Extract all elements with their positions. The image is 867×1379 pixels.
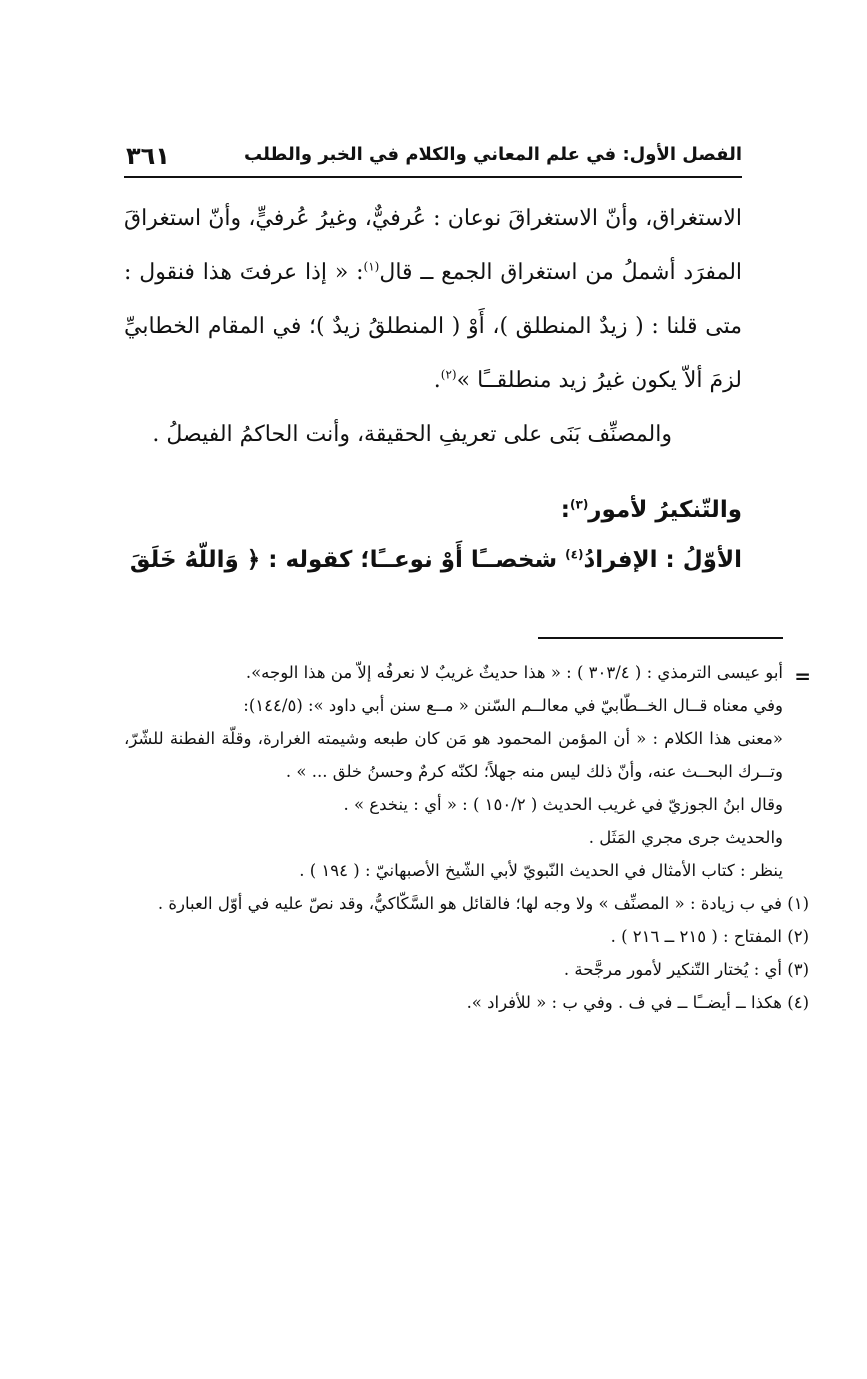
page-header: [124, 142, 742, 178]
continuation-mark: =: [794, 664, 811, 688]
footnote-continuation-3: «معنى هذا الكلام : « أن المؤمن المحمود هو مَن كان طبعه وشيمته الغرارة، وقلّة الفطنة للشّرّ، وتــرك البحــث عنه، وأنّ ذلك ليس منه جهلاً؛ لكنّه كرمٌ وحسنُ خلق ... » .: [124, 729, 783, 781]
footnote-continuation-4: وقال ابنُ الجوزيّ في غريب الحديث ( ١٥٠/٢ ) : « أي : ينخدع » .: [343, 795, 783, 814]
section-heading-text: والتّنكيرُ لأمور: [588, 497, 742, 523]
footnote-continuation-5: والحديث جرى مجري المَثَل .: [588, 828, 783, 847]
footnote-ref-3[interactable]: (٣): [570, 497, 589, 512]
subsection-heading: [124, 537, 742, 583]
footnote-continuation-1: أبو عيسى الترمذي : ( ٣٠٣/٤ ) : « هذا حديثٌ غريبٌ لا نعرفُه إلاّ من هذا الوجه».: [245, 663, 783, 682]
footnote-2: (٢) المفتاح : ( ٢١٥ ــ ٢١٦ ) .: [610, 927, 809, 946]
paragraph-1-text: الاستغراق، وأنّ الاستغراقَ نوعان : عُرفيٌّ، وغيرُ عُرفيٍّ، وأنّ استغراقَ المفرَد أشملُ من استغراق الجمع ــ قال: [124, 206, 743, 285]
chapter-title: الفصل الأول: في علم المعاني والكلام في الخبر والطلب: [244, 144, 742, 165]
heading-colon: :: [560, 497, 570, 523]
footnote-ref-2[interactable]: (٢): [440, 367, 457, 382]
footnotes: [124, 656, 809, 1019]
footnote-divider: [538, 637, 783, 639]
section-heading: [124, 487, 742, 533]
main-paragraph-1: [124, 192, 742, 408]
footnote-continuation-2: وفي معناه قــال الخــطّابيّ في معالــم السّنن « مــع سنن أبي داود »: (١٤٤/٥):: [243, 696, 783, 715]
footnote-3: (٣) أي : يُختار التّنكير لأمور مرجَّحة .: [563, 960, 809, 979]
footnote-1: (١) في ب زيادة : « المصنِّف » ولا وجه لها؛ فالقائل هو السَّكّاكيُّ، وقد نصّ عليه في أوّل العبارة .: [157, 894, 809, 913]
quotation-text: : « إذا عرفتَ هذا فنقول : متى قلنا : ( زيدٌ المنطلق )، أَوْ ( المنطلقُ زيدٌ )؛ في المقام الخطابيِّ لزمَ ألاّ يكون غيرُ زيد منطلقــًا »: [124, 260, 742, 393]
main-paragraph-2: والمصنِّف بَنَى على تعريفِ الحقيقة، وأنت الحاكمُ الفيصلُ .: [152, 422, 672, 447]
page-number: ٣٦١: [126, 142, 170, 170]
subsection-heading-rest: شخصــًا أَوْ نوعــًا؛ كقوله : ﴿ وَاللّهُ خَلَقَ: [129, 547, 558, 573]
subsection-heading-text: الأوّلُ : الإفرادُ: [583, 547, 742, 573]
main-text: [124, 192, 742, 462]
footnote-continuation-6: ينظر : كتاب الأمثال في الحديث النّبويّ لأبي الشّيخ الأصبهانيّ : ( ١٩٤ ) .: [299, 861, 783, 880]
footnote-4: (٤) هكذا ــ أيضــًا ــ في ف . وفي ب : « للأفراد ».: [466, 993, 809, 1012]
end-dot: .: [433, 368, 441, 393]
footnote-ref-4[interactable]: (٤): [565, 547, 584, 562]
footnote-ref-1[interactable]: (١): [363, 259, 380, 274]
